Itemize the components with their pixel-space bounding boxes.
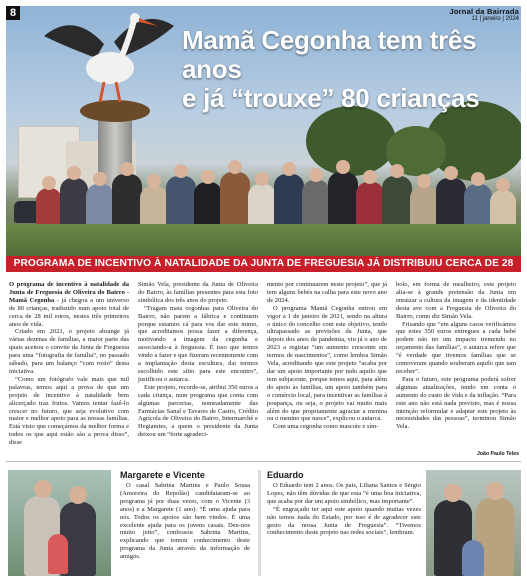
masthead-name: Jornal da Bairrada [449,7,519,16]
box-text [120,482,250,561]
masthead-date: 11 | janeiro | 2024 [471,16,519,22]
paragraph: Frisando que “em alguns casos verificámos que estes 350 euros entregues a cada bebé podem não ter um impacto tremendo no orçamento das famílias”, o autarca refere que “é verdade que tivemos famílias que se comoveram quando souberam aquilo que iam receber”. [396,320,516,375]
paragraph: bolo, em forma de mealheiro, este projeto alia-se à grande pretensão da Junta em enraizar a cultura da imagem e da identidade desta ave com a Freguesia de Oliveira do Bairro, como diz Simão Vela. [396,281,516,320]
stork-sculpture [34,6,184,116]
column-2 [138,281,258,439]
subheadline-banner: PROGRAMA DE INCENTIVO À NATALIDADE DA JUNTA DE FREGUESIA JÁ DISTRIBUIU CERCA DE 28 MIL EUROS [6,256,521,272]
article-body [9,281,519,454]
box-margarete-vicente [120,470,250,576]
divider [6,461,521,462]
paragraph: mento por continuarem neste projeto”, que já tem alguns bebés na calha para este novo ano de 2024. [267,281,387,304]
masthead [450,7,519,22]
paragraph: Com uma cegonha como mascote e sím- [273,423,379,431]
headline [182,26,517,113]
page-number: 8 [6,6,20,20]
family-photo-1 [8,470,111,576]
headline-line-1: Mamã Cegonha tem três anos [182,25,477,84]
paragraph: “Como um fotógrafo vale mais que mil palavras, temos aqui a prova de que um projeto de incentivo à natalidade bem alicerçado traz frutos. Vamos tentar fazê-lo crescer no futuro, que seja evolutivo com maior e melhor apoio para as nossas famílias. Está visto que começámos da melhor forma e todos os que aqui estão são a prova disso”, disse [9,375,129,447]
paragraph: O programa de incentivo à natalidade da Junta de Freguesia de Oliveira do Bairro - Mamã Cegonha - já chegou a um universo de 80 crianças, traduzido num apoio total de cerca de 28 mil euros, nestes três primeiros anos de vida. [9,281,130,328]
box-title: Margarete e Vicente [120,470,205,480]
box-eduardo [267,470,421,576]
paragraph: “Tragam mais cegonhas para Oliveira do Bairro, não parem a fábrica e continuem porque estamos cá para vos dar este mimo, que acreditamos possa fazer a diferença, motivando a imagem da cegonha e associando-a à freguesia. É isso que temos vindo a fazer e que fizeram recentemente com a implantação desta escultura, dai termos escolhido este sítio para este encontro”, justificou o autarca. [138,304,258,383]
headline-line-2: e já “trouxe” 80 crianças [182,83,480,113]
lead-text: O programa de incentivo à natalidade da Junta de Freguesia de Oliveira do Bairro - Mamã Cegonha [9,281,129,304]
paragraph: Este projeto, recorde-se, atribui 350 euros a cada criança, num programa que conta com algumas parcerias, nomeadamente das Farmácias Sanal e Tavares de Castro, Crédito Agrícola de Oliveira do Bairro, Intermarché e Hegiamtes, a quem o presidente da Junta deixou um “forte agradeci- [138,383,258,439]
column-1 [9,281,129,447]
box-text [267,482,421,537]
column-4 [396,281,516,431]
box-title: Eduardo [267,470,304,480]
paragraph: O Eduardo tem 2 anos. Os pais, Liliana Santos e Sérgio Lopes, não têm dúvidas de que esta “é uma boa iniciativa, que acaba por dar um apoio simbólico, mas importante”. [267,482,421,505]
paragraph: O programa Mamã Cegonha entrou em vigor a 1 de janeiro de 2021, sendo na altura o único do concelho com este objetivo, tendo ultrapassado as previsões da Junta, que depois dos anos da pandemia, viu já o ano de 2023 a registar “um aumento crescente em termos de nascimentos”, como lembra Simão Vela, acreditando que este projeto “acaba por dar um apoio importante por tudo aquilo que tem subjacente, porque temos aqui, para além do apoio às famílias, um apoio também para o comércio local, para incentivar as famílias à poupança, ou seja, o projeto vai muito mais além do que propriamente agraciar a menina ou o menino que nasce”, explicou o autarca. [267,304,387,423]
photo-credit: João Paulo Teles [477,451,519,457]
column-3 [267,281,387,431]
paragraph: Criado em 2021, o projeto abrange já várias dezenas de famílias, a maior parte das quais aceitou o convite da Junta de Freguesia para uma “fotografia de família”, no passado sábado, para um balanço “com rosto” desta iniciativa. [9,328,129,375]
separator [258,470,261,576]
paragraph: O casal Sabrina Martins e Paulo Sousa (Amoreira do Repolão) candidataram-se ao programa já por duas vezes, com o Vicente (3 anos) e a Margarete (1 ano). “É uma ajuda para nós. Todos os apoios são bem vindos. É uma excelente ajuda para os jovens casais. Deu-nos muito jeito”, confessou Sabrina Martins, explicando que tomou conhecimento deste programa da Junta através da informação de amigos. [120,482,250,561]
paragraph: Para o futuro, este programa poderá sofrer algumas atualizações, tendo em conta o aumento do custo de vida e da inflação. “Para este ano não está nada previsto, mas é nossa intenção reformular e adaptar este projeto às necessidades das pessoas”, terminou Simão Vela. [396,375,516,431]
family-photo-2 [426,470,521,576]
paragraph: Simão Vela, presidente da Junta de Oliveira do Bairro, às famílias presentes para esta foto simbólica dos três anos do projeto. [138,281,258,304]
paragraph: “É engraçado ter aqui este apoio quando muitas vezes não temos nada do Estado, por isso é de agradecer este gesto da nossa Junta de Freguesia”. “Tivemos conhecimento deste projeto nas redes sociais”, lembram. [267,505,421,537]
